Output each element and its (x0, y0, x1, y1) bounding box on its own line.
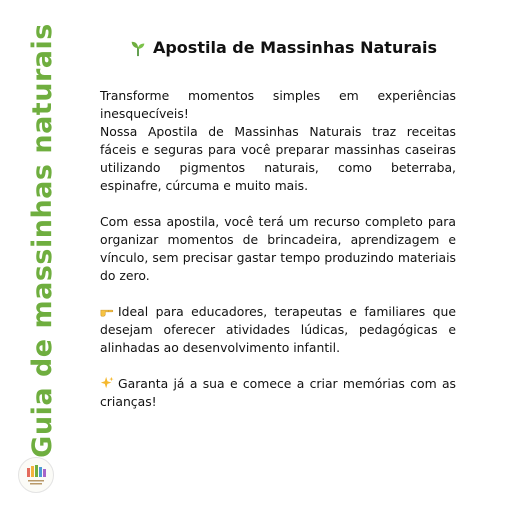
pointing-hand-icon (100, 304, 114, 318)
logo-icon (21, 460, 51, 490)
side-title-text: Guia de massinhas naturais (26, 22, 58, 458)
intro-line-1: Transforme momentos simples em experiências inesquecíveis! (100, 88, 456, 121)
sprout-icon (129, 39, 147, 57)
sparkles-icon (100, 376, 114, 390)
brand-logo (18, 457, 54, 493)
content-area (100, 38, 456, 429)
page-title (110, 38, 456, 57)
intro-line-2: Nossa Apostila de Massinhas Naturais traz receitas fáceis e seguras para você preparar massinhas caseiras utilizando pigmentos naturais, como beterraba, espinafre, cúrcuma e muito mais. (100, 124, 456, 193)
page-title-text: Apostila de Massinhas Naturais (152, 38, 438, 57)
audience-text: Ideal para educadores, terapeutas e familiares que desejam oferecer atividades lúdicas, pedagógicas e alinhadas ao desenvolvimento infantil. (100, 304, 456, 355)
paragraph-cta (100, 375, 456, 411)
paragraph-resource: Com essa apostila, você terá um recurso completo para organizar momentos de brincadeira, aprendizagem e vínculo, sem precisar gastar tempo produzindo materiais do zero. (100, 214, 456, 283)
paragraph-audience (100, 303, 456, 357)
paragraph-intro (100, 87, 456, 195)
side-title (22, 22, 62, 458)
cta-text: Garanta já a sua e comece a criar memórias com as crianças! (100, 376, 456, 409)
